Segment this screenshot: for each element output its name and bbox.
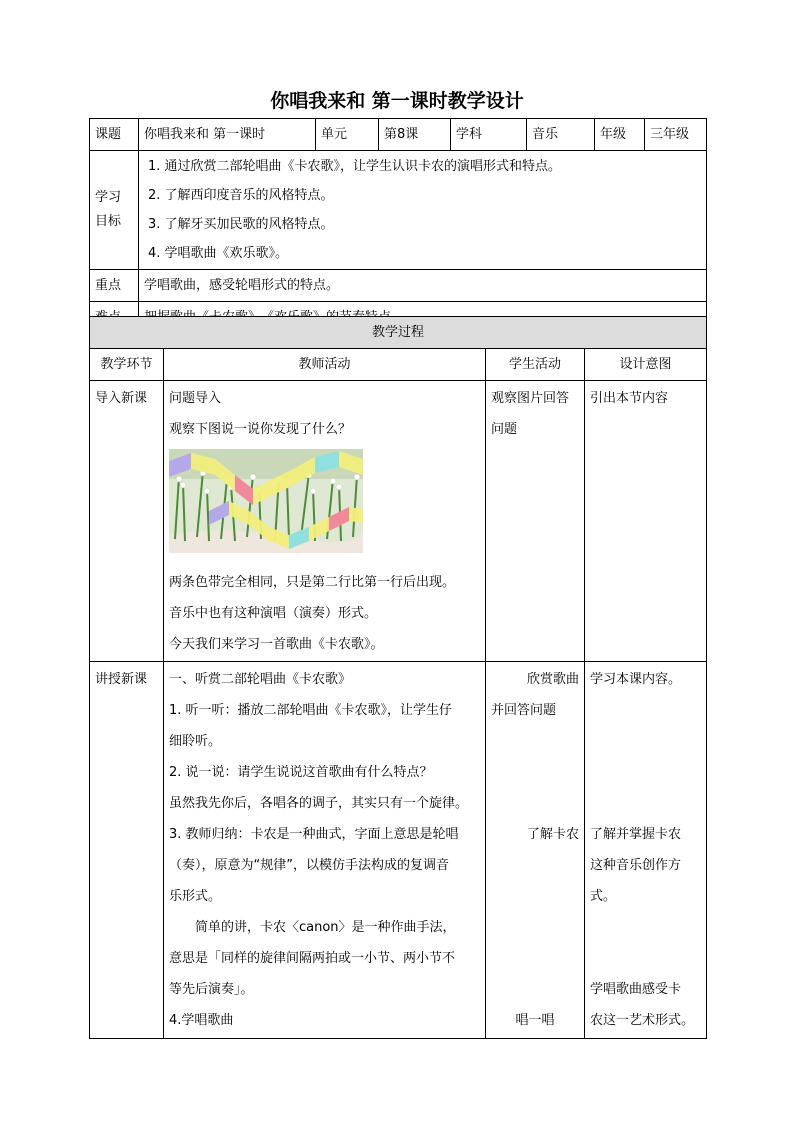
goals-label-line: 目标 <box>95 214 122 229</box>
intro-line: 音乐中也有这种演唱（演奏）形式。 <box>169 606 378 621</box>
unit-label: 单元 <box>316 119 379 151</box>
key-point-row <box>90 270 707 302</box>
header-intent: 设计意图 <box>585 349 707 381</box>
lesson-line: 4.学唱歌曲 <box>169 1013 234 1028</box>
lesson-line: 1. 听一听：播放二部轮唱曲《卡农歌》，让学生仔 <box>169 703 453 718</box>
lesson-stage: 讲授新课 <box>90 662 164 1039</box>
lesson-row <box>90 662 707 1039</box>
header-stage: 教学环节 <box>90 349 164 381</box>
unit-value: 第8课 <box>379 119 451 151</box>
subject-value: 音乐 <box>527 119 595 151</box>
lesson-intent-line: 学唱歌曲感受卡 <box>590 982 682 997</box>
lesson-line: 一、听赏二部轮唱曲《卡农歌》 <box>169 672 352 687</box>
lesson-line: 等先后演奏」。 <box>169 982 254 997</box>
goals-label <box>90 151 139 270</box>
lesson-intent <box>585 662 707 1039</box>
course-value: 你唱我来和 第一课时 <box>139 119 316 151</box>
intro-teacher <box>164 381 486 662</box>
intro-line: 今天我们来学习一首歌曲《卡农歌》。 <box>169 637 384 652</box>
ribbon-picture <box>169 449 363 553</box>
lesson-info-table <box>89 118 707 334</box>
lesson-line: 意思是「同样的旋律间隔两拍或一小节、两小节不 <box>169 951 456 966</box>
lesson-line: （奏），原意为“规律”，以模仿手法构成的复调音 <box>169 858 449 873</box>
lesson-intent-line: 学习本课内容。 <box>590 672 682 687</box>
lesson-line: 简单的讲，卡农〈canon〉是一种作曲手法， <box>195 920 456 935</box>
process-title-row <box>90 317 707 349</box>
info-row <box>90 119 707 151</box>
page-title: 你唱我来和 第一课时教学设计 <box>270 90 524 112</box>
lesson-line: 2. 说一说：请学生说说这首歌曲有什么特点？ <box>169 765 433 780</box>
key-point-label: 重点 <box>90 270 139 302</box>
intro-student-line: 观察图片回答 <box>491 391 570 406</box>
lesson-line: 细聆听。 <box>169 734 222 749</box>
lesson-intent-line: 式。 <box>590 889 617 904</box>
lesson-student-line: 欣赏歌曲 <box>526 672 579 687</box>
lesson-line: 乐形式。 <box>169 889 222 904</box>
lesson-intent-line: 这种音乐创作方 <box>590 858 682 873</box>
goals-label-line: 学习 <box>95 190 122 205</box>
goal-item: 4. 学唱歌曲《欢乐歌》。 <box>148 246 289 261</box>
goal-item: 3. 了解牙买加民歌的风格特点。 <box>148 217 334 232</box>
header-teacher: 教师活动 <box>164 349 486 381</box>
header-student: 学生活动 <box>486 349 585 381</box>
lesson-student <box>486 662 585 1039</box>
intro-line: 两条色带完全相同，只是第二行比第一行后出现。 <box>169 575 456 590</box>
intro-intent: 引出本节内容 <box>585 381 707 662</box>
intro-stage: 导入新课 <box>90 381 164 662</box>
process-header-row <box>90 349 707 381</box>
intro-line: 观察下图说一说你发现了什么？ <box>169 422 352 437</box>
ribbon-image <box>169 445 480 567</box>
intro-student <box>486 381 585 662</box>
lesson-line: 3. 教师归纳：卡农是一种曲式，字面上意思是轮唱 <box>169 827 459 842</box>
lesson-student-line: 了解卡农 <box>526 827 579 842</box>
goal-item: 1. 通过欣赏二部轮唱曲《卡农歌》，让学生认识卡农的演唱形式和特点。 <box>148 159 562 174</box>
goals-row <box>90 151 707 270</box>
subject-label: 学科 <box>451 119 527 151</box>
intro-line: 问题导入 <box>169 391 222 406</box>
lesson-line: 虽然我先你后，各唱各的调子，其实只有一个旋律。 <box>169 796 469 811</box>
key-point-text: 学唱歌曲，感受轮唱形式的特点。 <box>139 270 707 302</box>
lesson-teacher <box>164 662 486 1039</box>
lesson-intent-line: 了解并掌握卡农 <box>590 827 682 842</box>
goals-list <box>139 151 707 270</box>
teaching-process-table <box>89 316 707 1039</box>
lesson-student-line: 并回答问题 <box>491 703 557 718</box>
process-title: 教学过程 <box>90 317 707 349</box>
grade-label: 年级 <box>595 119 645 151</box>
intro-row <box>90 381 707 662</box>
course-label: 课题 <box>90 119 139 151</box>
lesson-intent-line: 农这一艺术形式。 <box>590 1013 695 1028</box>
goal-item: 2. 了解西印度音乐的风格特点。 <box>148 188 334 203</box>
intro-student-line: 问题 <box>491 422 518 437</box>
lesson-student-line: 唱一唱 <box>515 1013 555 1028</box>
grade-value: 三年级 <box>645 119 707 151</box>
